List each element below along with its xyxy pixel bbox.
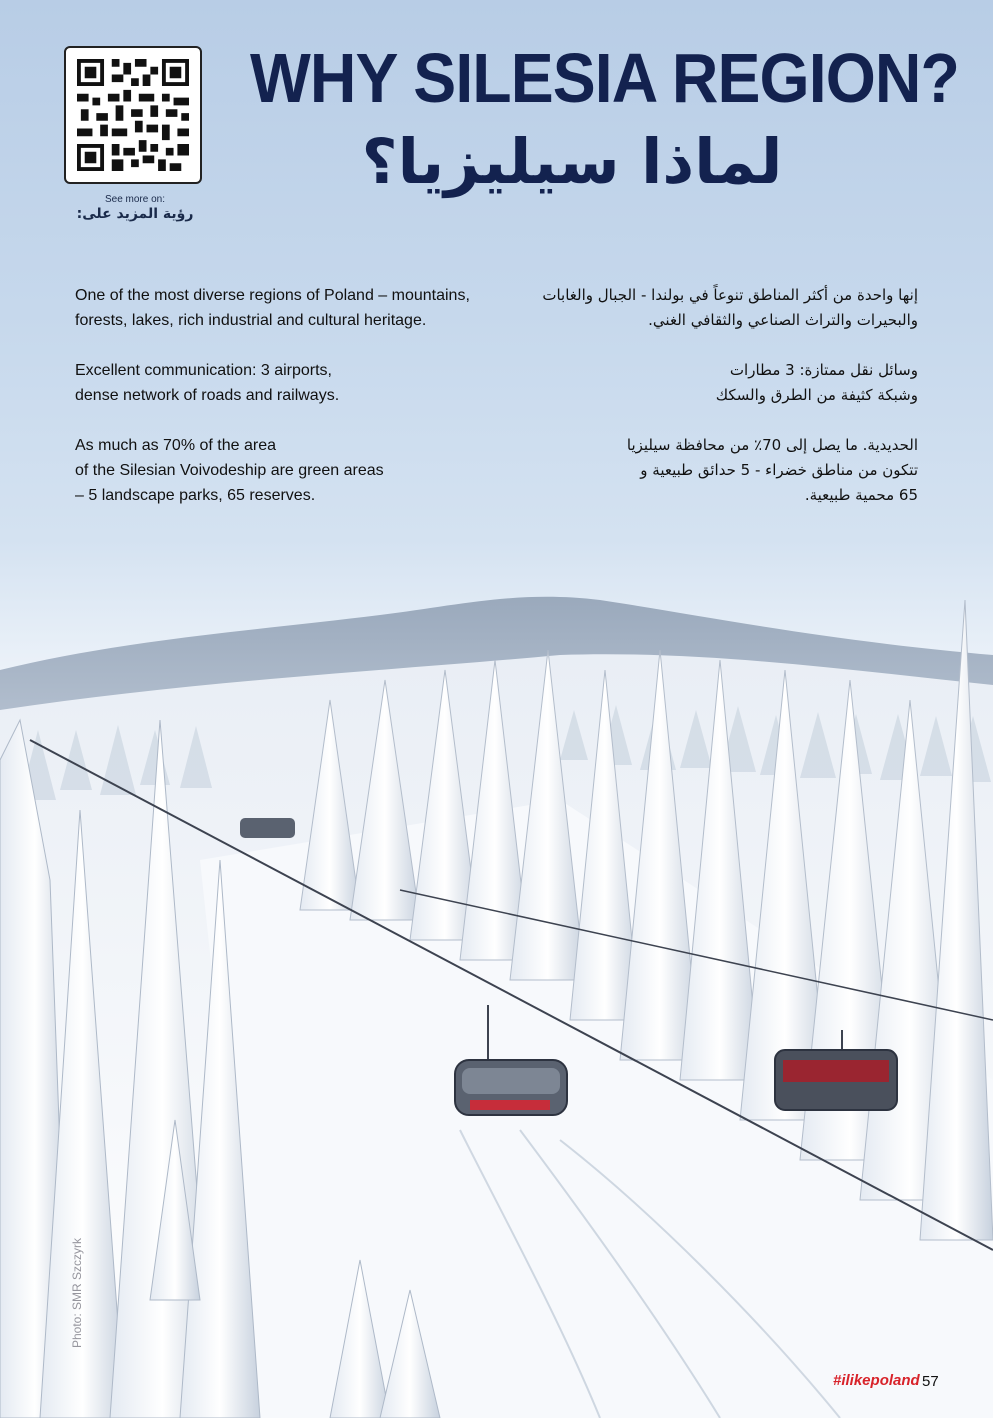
paragraph-communication-en [75,358,515,408]
page-number: 57 [922,1373,939,1390]
text-line: dense network of roads and railways. [75,387,340,404]
paragraph-green-areas-en [75,433,515,508]
see-more-label-en: See more on: [104,194,166,205]
qr-code[interactable] [64,46,202,184]
paragraph-green-areas-ar [498,433,918,508]
text-line: الحديدية. ما يصل إلى 70٪ من محافظة سيليزيا [626,436,918,454]
text-line: forests, lakes, rich industrial and cultural heritage. [75,312,427,329]
text-line: والبحيرات والتراث الصناعي والثقافي الغني. [648,311,918,329]
english-text-column [75,283,515,533]
text-line: وسائل نقل ممتازة: 3 مطارات [729,361,918,379]
paragraph-diversity-en [75,283,515,333]
text-line: One of the most diverse regions of Poland – mountains, [75,287,470,304]
hashtag[interactable]: #ilikepoland [833,1372,920,1389]
arabic-text-column [498,283,918,533]
text-line: Excellent communication: 3 airports, [75,362,332,379]
page-title-ar: لماذا سيليزيا؟ [361,125,783,198]
text-line: – 5 landscape parks, 65 reserves. [75,487,316,504]
paragraph-diversity-ar [498,283,918,333]
text-line: of the Silesian Voivodeship are green areas [75,462,384,479]
text-line: تتكون من مناطق خضراء - 5 حدائق طبيعية و [640,461,918,479]
text-line: إنها واحدة من أكثر المناطق تنوعاً في بولندا - الجبال والغابات [542,286,918,304]
page-title-en: WHY SILESIA REGION? [250,39,959,117]
qr-code-icon [77,59,189,171]
text-line: وشبكة كثيفة من الطرق والسكك [715,386,918,404]
see-more-label-ar: رؤية المزيد على: [76,206,194,222]
text-line: 65 محمية طبيعية. [804,486,918,504]
paragraph-communication-ar [498,358,918,408]
photo-credit: Photo: SMR Szczyrk [70,1237,84,1348]
winter-ski-lift-photo [0,560,993,1418]
text-line: As much as 70% of the area [75,437,276,454]
